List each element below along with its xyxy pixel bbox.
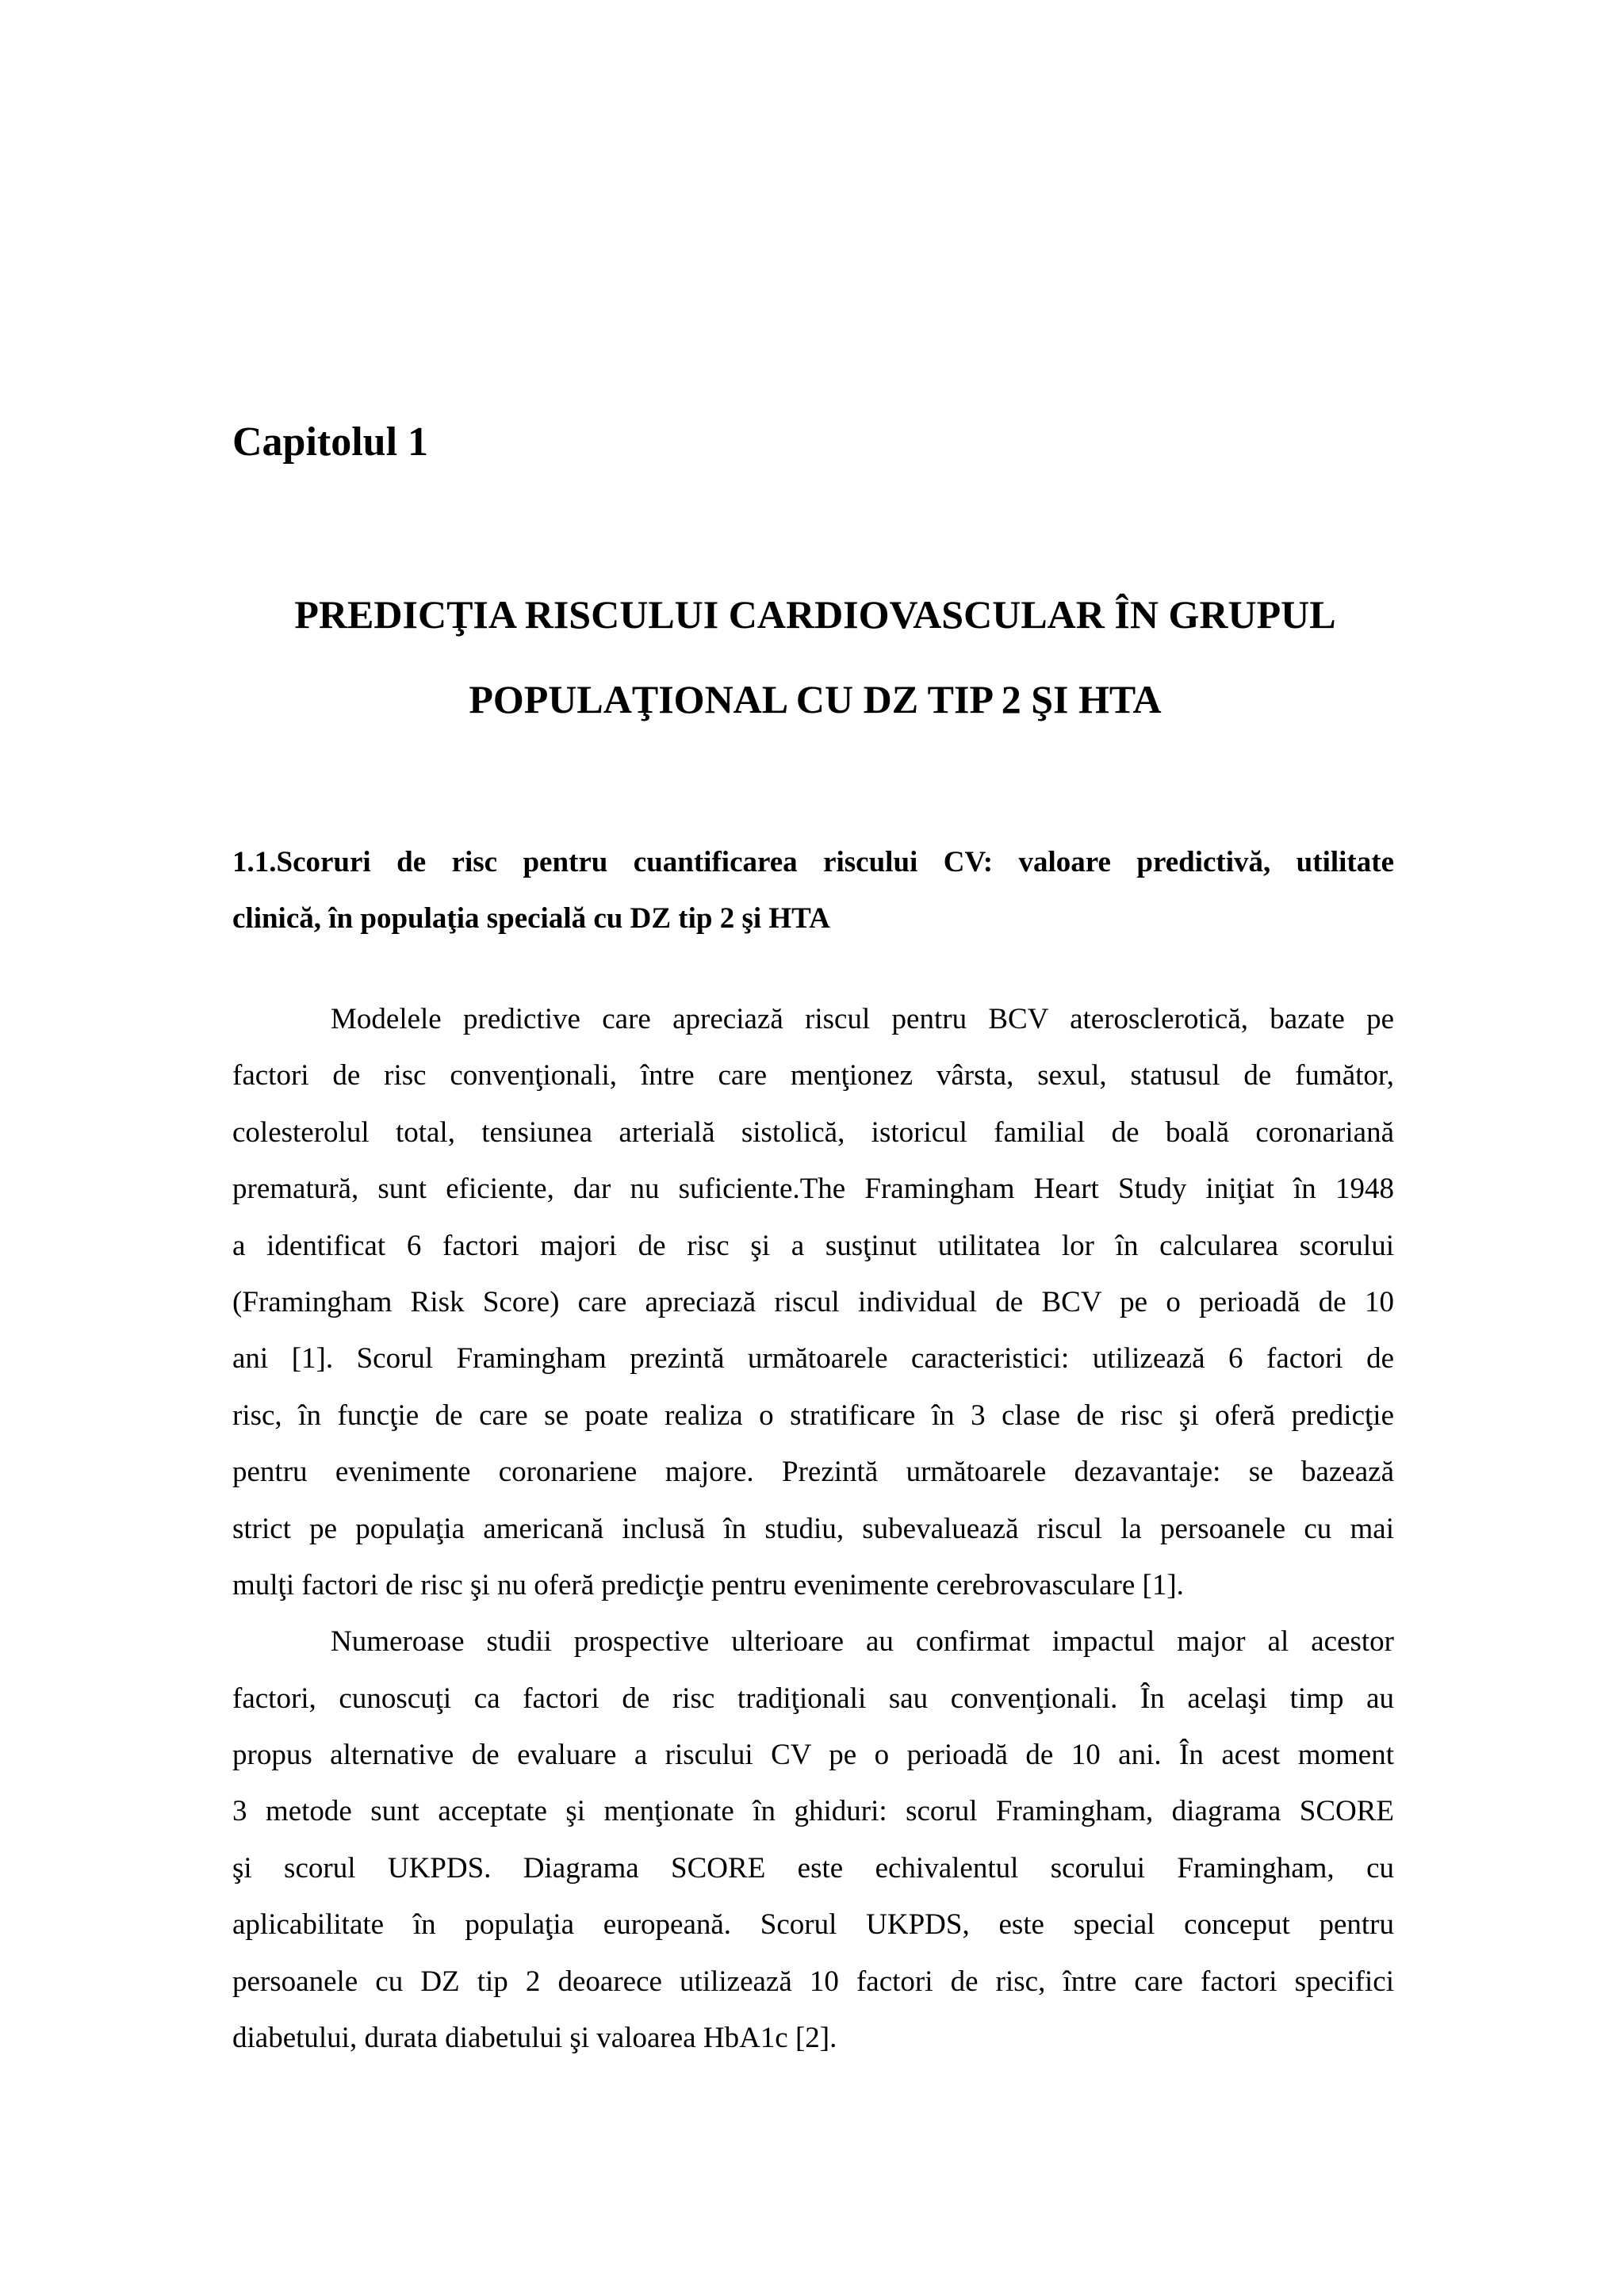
paragraph-line: Modelele predictive care apreciază riscul pentru BCV aterosclerotică, bazate pe (331, 1003, 1394, 1035)
chapter-title-line: PREDICŢIA RISCULUI CARDIOVASCULAR ÎN GRUPUL (294, 592, 1336, 637)
paragraph-line: persoanele cu DZ tip 2 deoarece utilizează 10 factori de risc, între care factori specifici (232, 1965, 1394, 1998)
paragraph-line: diabetului, durata diabetului şi valoarea HbA1c [2]. (232, 2022, 837, 2055)
chapter-title-line: POPULAŢIONAL CU DZ TIP 2 ŞI HTA (469, 677, 1162, 721)
paragraph-line: strict pe populaţia americană inclusă în studiu, subevaluează riscul la persoanele cu mai (232, 1512, 1394, 1545)
chapter-title (232, 572, 1398, 742)
chapter-label: Capitolul 1 (232, 419, 429, 465)
section-heading-line: clinică, în populaţia specială cu DZ tip 2 şi HTA (232, 902, 830, 936)
paragraph-line: aplicabilitate în populaţia europeană. Scorul UKPDS, este special conceput pentru (232, 1908, 1394, 1942)
paragraph-line: şi scorul UKPDS. Diagrama SCORE este echivalentul scorului Framingham, cu (232, 1851, 1394, 1885)
paragraph-line: 3 metode sunt acceptate şi menţionate în ghiduri: scorul Framingham, diagrama SCORE (232, 1795, 1394, 1828)
paragraph-line: pentru evenimente coronariene majore. Prezintă următoarele dezavantaje: se bazează (232, 1456, 1394, 1489)
section-heading (232, 834, 1394, 947)
paragraph-line: colesterolul total, tensiunea arterială sistolică, istoricul familial de boală coronariană (232, 1115, 1394, 1149)
paragraph-1 (232, 991, 1394, 1613)
paragraph-line: risc, în funcţie de care se poate realiza o stratificare în 3 clase de risc şi oferă predicţie (232, 1399, 1394, 1432)
body-text (232, 991, 1394, 2066)
paragraph-line: Numeroase studii prospective ulterioare au confirmat impactul major al acestor (331, 1625, 1394, 1659)
paragraph-line: propus alternative de evaluare a riscului CV pe o perioadă de 10 ani. În acest moment (232, 1739, 1394, 1772)
section-heading-line: 1.1.Scoruri de risc pentru cuantificarea riscului CV: valoare predictivă, utilitate (232, 846, 1394, 878)
paragraph-line: factori de risc convenţionali, între care menţionez vârsta, sexul, statusul de fumător, (232, 1059, 1394, 1093)
paragraph-line: mulţi factori de risc şi nu oferă predicţie pentru evenimente cerebrovasculare [1]. (232, 1568, 1184, 1601)
paragraph-line: (Framingham Risk Score) care apreciază riscul individual de BCV pe o perioadă de 10 (232, 1285, 1394, 1318)
paragraph-line: factori, cunoscuţi ca factori de risc tradiţionali sau convenţionali. În acelaşi timp au (232, 1682, 1394, 1715)
paragraph-line: ani [1]. Scorul Framingham prezintă următoarele caracteristici: utilizează 6 factori de (232, 1342, 1394, 1376)
paragraph-2 (232, 1613, 1394, 2066)
paragraph-line: a identificat 6 factori majori de risc şi a susţinut utilitatea lor în calcularea scorului (232, 1229, 1394, 1262)
paragraph-line: prematură, sunt eficiente, dar nu suficiente.The Framingham Heart Study iniţiat în 1948 (232, 1173, 1394, 1206)
